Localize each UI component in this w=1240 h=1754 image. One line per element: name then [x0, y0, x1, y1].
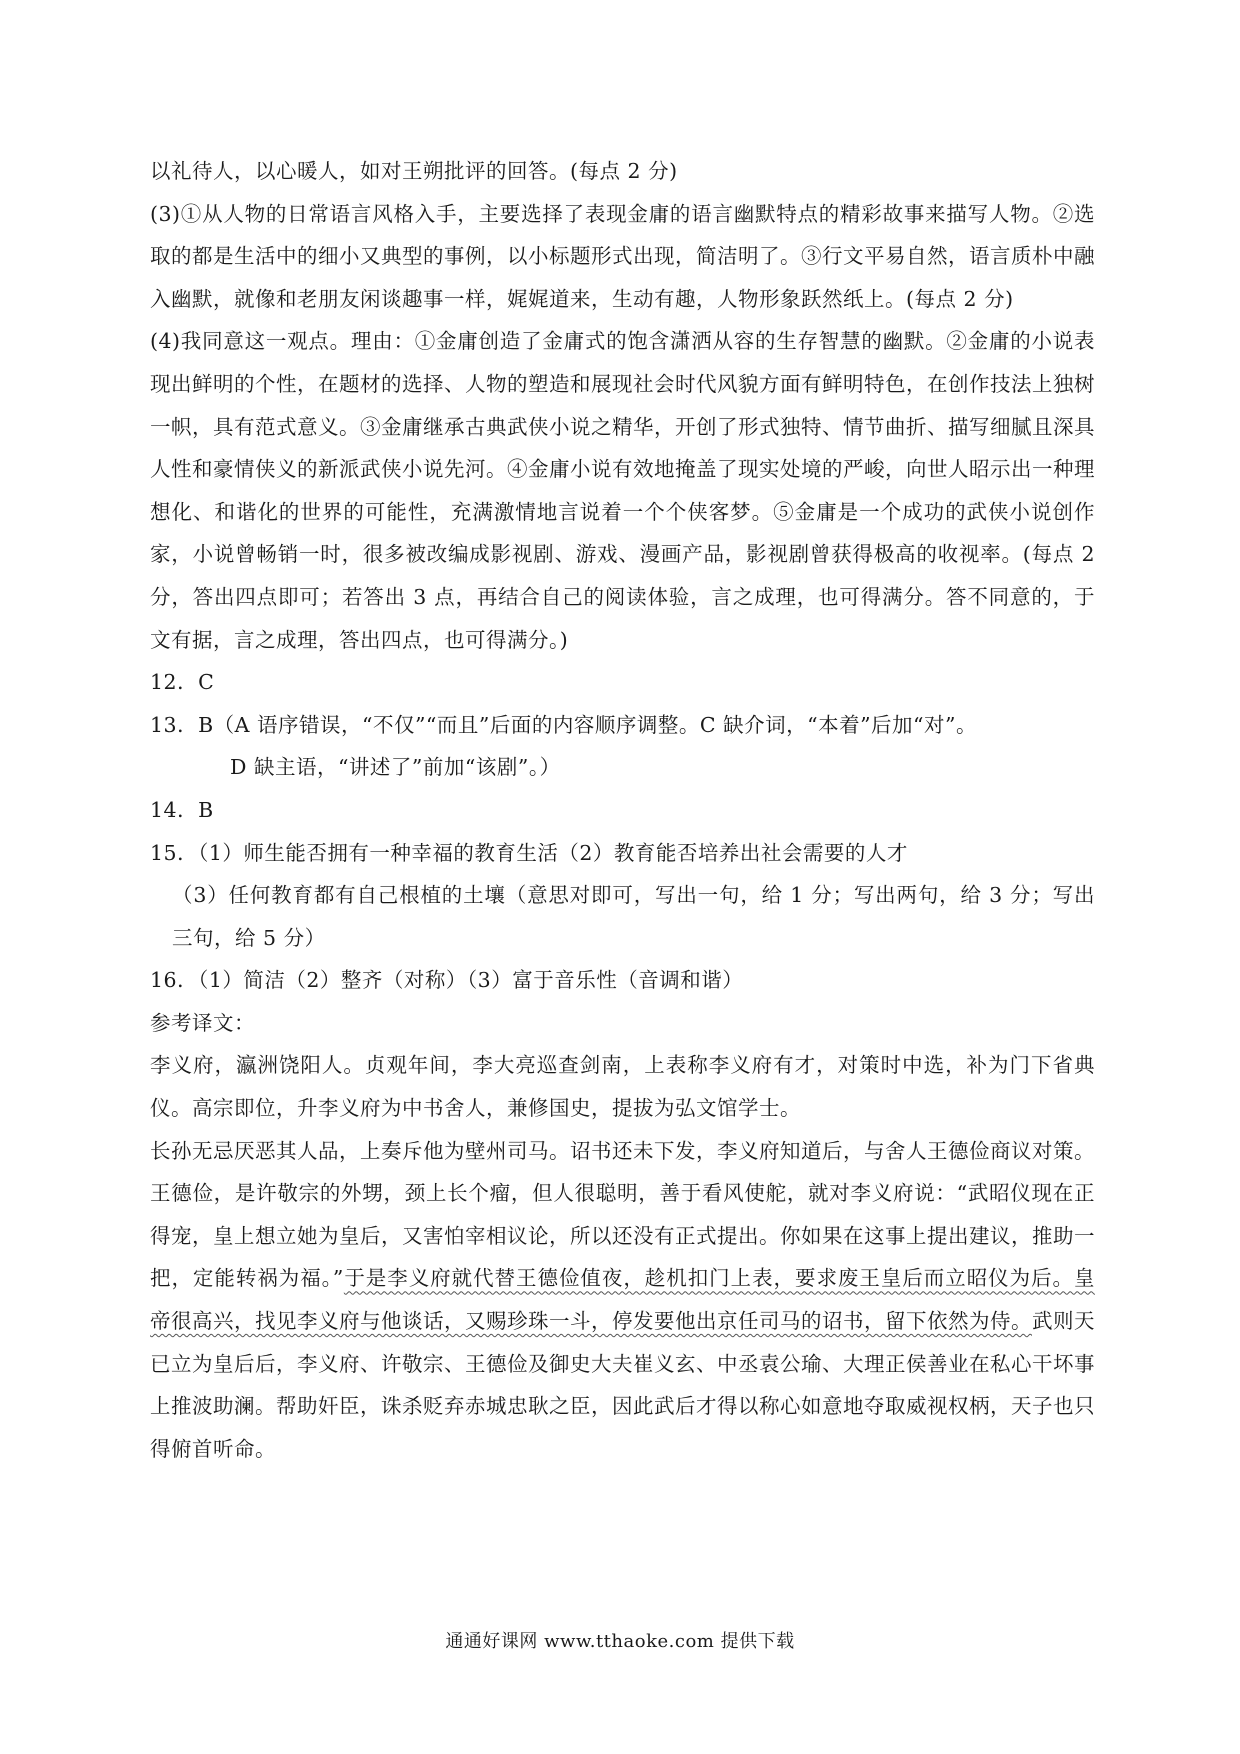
- answer-15-item2: （2）教育能否培养出社会需要的人才: [558, 840, 908, 865]
- reference-translation-heading: 参考译文：: [150, 1010, 255, 1035]
- translation-paragraph-2: [150, 1130, 1095, 1471]
- answer-13-continued: D 缺主语，“讲述了”前加“该剧”。）: [230, 755, 561, 780]
- translation-paragraph-2-part3: 武则天已立为皇后后，李义府、许敬宗、王德俭及御史大夫崔义玄、中丞袁公瑜、大理正侯善业在私心干坏事上推波助澜。帮助奸臣，诛杀贬弃赤城忠耿之臣，因此武后才得以称心如意地夺取威视权柄，天子也只得俯首听命。: [150, 1309, 1095, 1461]
- answer-12: 12．C: [150, 670, 215, 695]
- document-body: [150, 150, 1095, 1470]
- answer-16: [150, 959, 1095, 1002]
- answer-15-line1: [150, 832, 1095, 875]
- page-footer: 通通好课网 www.tthaoke.com 提供下载: [445, 1631, 795, 1652]
- translation-underlined-passage: 于是李义府就代替王德俭值夜，趁机扣门上表，要求废王皇后而立昭仪为后。皇帝很高兴，找见李义府与他谈话，又赐珍珠一斗，停发要他出京任司马的诏书，留下依然为侍。: [150, 1266, 1095, 1334]
- answer-15-item1: 15．（1）师生能否拥有一种幸福的教育生活: [150, 840, 559, 865]
- translation-paragraph-1: 李义府，瀛洲饶阳人。贞观年间，李大亮巡查剑南，上表称李义府有才，对策时中选，补为门下省典仪。高宗即位，升李义府为中书舍人，兼修国史，提拔为弘文馆学士。: [150, 1053, 1095, 1121]
- answer-11-4: (4)我同意这一观点。理由：①金庸创造了金庸式的饱含潇洒从容的生存智慧的幽默。②金庸的小说表现出鲜明的个性，在题材的选择、人物的塑造和展现社会时代风貌方面有鲜明特色，在创作技法上独树一帜，具有范式意义。③金庸继承古典武侠小说之精华，开创了形式独特、情节曲折、描写细腻且深具人性和豪情侠义的新派武侠小说先河。④金庸小说有效地掩盖了现实处境的严峻，向世人昭示出一种理想化、和谐化的世界的可能性，充满激情地言说着一个个侠客梦。⑤金庸是一个成功的武侠小说创作家，小说曾畅销一时，很多被改编成影视剧、游戏、漫画产品，影视剧曾获得极高的收视率。(每点 2 分，答出四点即可；若答出 3 点，再结合自己的阅读体验，言之成理，也可得满分。答不同意的，于文有据，言之成理，答出四点，也可得满分。): [150, 329, 1095, 652]
- answer-16-item2: （2）整齐（对称）: [285, 968, 467, 993]
- answer-16-item3: （3）富于音乐性（音调和谐）: [466, 968, 744, 993]
- answer-15-item3: （3）任何教育都有自己根植的土壤（意思对即可，写出一句，给 1 分；写出两句，给 3 分；写出三句，给 5 分）: [172, 883, 1095, 950]
- answer-14: 14．B: [150, 797, 214, 822]
- translation-paragraph-2-part1: 长孙无忌厌恶其人品，上奏斥他为壁州司马。诏书还未下发，李义府知道后，与舍人王德俭商议对策。王德俭，是许敬宗的外甥，颈上长个瘤，但人很聪明，善于看风使舵，就对李义府说：“武昭仪现在正得宠，皇上想立她为皇后，又害怕宰相议论，所以还没有正式提出。你如果在这事上提出建议，推助一把，定能转祸为福。”: [150, 1138, 1095, 1291]
- answer-16-item1: 16．（1）简洁: [150, 968, 286, 993]
- answer-11-3: (3)①从人物的日常语言风格入手，主要选择了表现金庸的语言幽默特点的精彩故事来描写人物。②选取的都是生活中的细小又典型的事例，以小标题形式出现，简洁明了。③行文平易自然，语言质朴中融入幽默，就像和老朋友闲谈趣事一样，娓娓道来，生动有趣，人物形象跃然纸上。(每点 2 分): [150, 201, 1095, 311]
- answer-11-2-tail: 以礼待人，以心暖人，如对王朔批评的回答。(每点 2 分): [150, 159, 678, 183]
- answer-13: 13．B（A 语序错误，“不仅”“而且”后面的内容顺序调整。C 缺介词，“本着”后加“对”。: [150, 712, 978, 737]
